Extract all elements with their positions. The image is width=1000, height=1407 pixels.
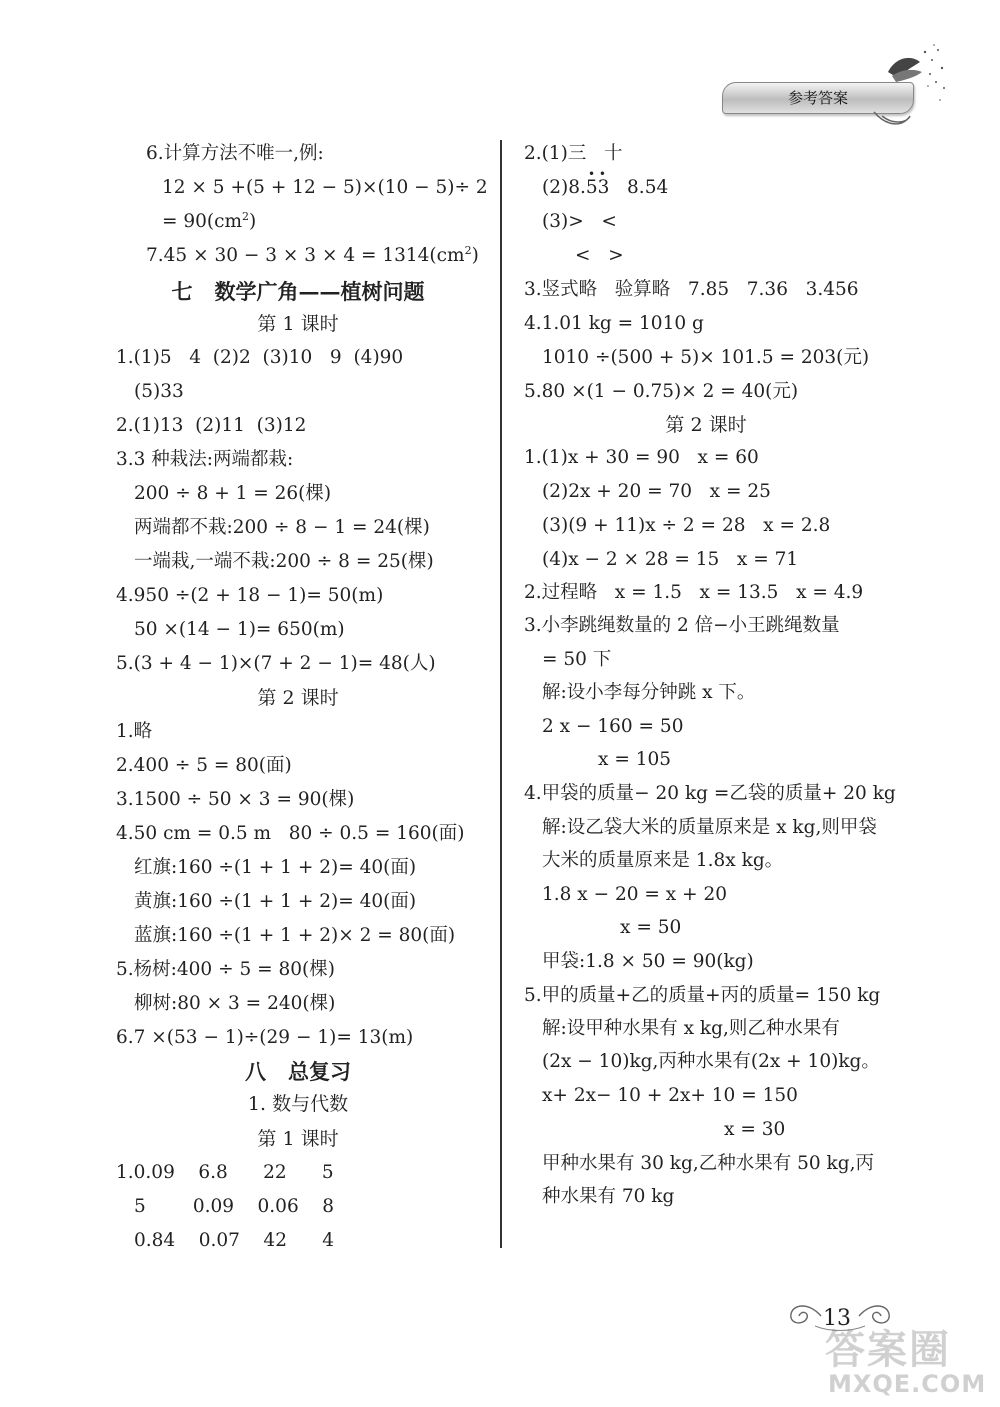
answer-line: 3.竖式略 验算略 7.85 7.36 3.456 bbox=[524, 279, 859, 300]
answer-line: 两端都不栽:200 ÷ 8 − 1 = 24(棵) bbox=[134, 517, 430, 538]
answer-line: 一端栽,一端不栽:200 ÷ 8 = 25(棵) bbox=[134, 551, 434, 572]
page-number: 13 bbox=[823, 1306, 851, 1331]
lesson-title: 第 2 课时 bbox=[257, 687, 339, 709]
answer-line: 4.50 cm = 0.5 m 80 ÷ 0.5 = 160(面) bbox=[116, 823, 465, 844]
section-title: 七 数学广角——植树问题 bbox=[171, 279, 425, 304]
lesson-title: 第 2 课时 bbox=[665, 414, 747, 436]
answer-line: 5.杨树:400 ÷ 5 = 80(棵) bbox=[116, 959, 335, 980]
answer-line: 5.甲的质量+乙的质量+丙的质量= 150 kg bbox=[524, 985, 881, 1006]
answer-line: (5)33 bbox=[134, 381, 184, 402]
watermark-url: MXQE.COM bbox=[828, 1370, 987, 1398]
repeating-decimal-dots-icon: • • bbox=[588, 167, 606, 181]
banner-swirl-icon bbox=[872, 108, 912, 130]
answer-line: (2)8.53 8.54 bbox=[542, 177, 669, 198]
answer-line: 种水果有 70 kg bbox=[542, 1186, 675, 1207]
answer-line: 黄旗:160 ÷(1 + 1 + 2)= 40(面) bbox=[134, 891, 417, 912]
answer-line: 50 ×(14 − 1)= 650(m) bbox=[134, 619, 345, 640]
watermark-text: 答案圈 bbox=[825, 1327, 951, 1373]
answer-line: 4.950 ÷(2 + 18 − 1)= 50(m) bbox=[116, 585, 384, 606]
answer-line: 6.7 ×(53 − 1)÷(29 − 1)= 13(m) bbox=[116, 1027, 414, 1048]
answer-line: 12 × 5 +(5 + 12 − 5)×(10 − 5)÷ 2 bbox=[162, 177, 488, 198]
answer-line: 解:设乙袋大米的质量原来是 x kg,则甲袋 bbox=[542, 817, 877, 838]
answer-line: 甲袋:1.8 × 50 = 90(kg) bbox=[542, 951, 754, 972]
answer-line: 4.1.01 kg = 1010 g bbox=[524, 313, 704, 334]
answer-line: 1.0.09 6.8 22 5 bbox=[116, 1162, 334, 1183]
answer-line: 解:设甲种水果有 x kg,则乙种水果有 bbox=[542, 1018, 840, 1039]
answer-line: (2x − 10)kg,丙种水果有(2x + 10)kg。 bbox=[542, 1051, 880, 1072]
answer-line: < > bbox=[575, 245, 624, 266]
answer-line: = $90(cm^2)$ bbox=[162, 210, 257, 232]
answer-line: x = 30 bbox=[724, 1119, 786, 1140]
answer-line: x = 50 bbox=[620, 917, 682, 938]
answer-line: 2.400 ÷ 5 = 80(面) bbox=[116, 755, 292, 776]
answer-line: 0.84 0.07 42 4 bbox=[134, 1230, 335, 1251]
answer-line: 1.略 bbox=[116, 721, 153, 742]
answer-line: (2)2x + 20 = 70 x = 25 bbox=[542, 481, 771, 502]
column-divider bbox=[500, 140, 502, 1248]
answer-line: 柳树:80 × 3 = 240(棵) bbox=[134, 993, 336, 1014]
answer-line: 6.计算方法不唯一,例: bbox=[146, 143, 324, 164]
answer-line: 1010 ÷(500 + 5)× 101.5 = 203(元) bbox=[542, 347, 870, 368]
answer-line: $7.45 \times 30 - 3 \times 3 \times 4 = 1314(cm^2)$ bbox=[146, 244, 479, 266]
answer-line: 5.(3 + 4 − 1)×(7 + 2 − 1)= 48(人) bbox=[116, 653, 436, 674]
answer-line: x = 105 bbox=[598, 749, 672, 770]
answer-line: 大米的质量原来是 1.8x kg。 bbox=[542, 850, 784, 871]
answer-line: 蓝旗:160 ÷(1 + 1 + 2)× 2 = 80(面) bbox=[134, 925, 456, 946]
answer-line: 3.小李跳绳数量的 2 倍−小王跳绳数量 bbox=[524, 615, 840, 636]
answer-line: (3)(9 + 11)x ÷ 2 = 28 x = 2.8 bbox=[542, 515, 831, 536]
answer-line: 200 ÷ 8 + 1 = 26(棵) bbox=[134, 483, 332, 504]
answer-line: x+ 2x− 10 + 2x+ 10 = 150 bbox=[542, 1085, 798, 1106]
answer-line: 2.(1)三 十 bbox=[524, 143, 623, 164]
answer-line: 2.过程略 x = 1.5 x = 13.5 x = 4.9 bbox=[524, 582, 864, 603]
subsection-title: 1. 数与代数 bbox=[247, 1093, 349, 1115]
answer-line: 4.甲袋的质量− 20 kg =乙袋的质量+ 20 kg bbox=[524, 783, 896, 804]
answer-line: (3)> < bbox=[542, 211, 617, 232]
answer-line: 2.(1)13 (2)11 (3)12 bbox=[116, 415, 307, 436]
answer-line: = 50 下 bbox=[542, 649, 612, 670]
answer-line: 5 0.09 0.06 8 bbox=[134, 1196, 335, 1217]
lesson-title: 第 1 课时 bbox=[257, 1128, 339, 1150]
answer-line: 解:设小李每分钟跳 x 下。 bbox=[542, 682, 756, 703]
answer-line: (4)x − 2 × 28 = 15 x = 71 bbox=[542, 549, 799, 570]
answer-line: 5.80 ×(1 − 0.75)× 2 = 40(元) bbox=[524, 381, 799, 402]
lesson-title: 第 1 课时 bbox=[257, 313, 339, 335]
answer-line: 3.1500 ÷ 50 × 3 = 90(棵) bbox=[116, 789, 355, 810]
answer-line: 红旗:160 ÷(1 + 1 + 2)= 40(面) bbox=[134, 857, 417, 878]
answer-line: 甲种水果有 30 kg,乙种水果有 50 kg,丙 bbox=[542, 1153, 874, 1174]
answer-line: 1.(1)x + 30 = 90 x = 60 bbox=[524, 447, 759, 468]
section-title: 八 总复习 bbox=[245, 1059, 351, 1084]
answer-line: 1.8 x − 20 = x + 20 bbox=[542, 884, 728, 905]
banner-label: 参考答案 bbox=[787, 89, 848, 107]
answer-line: 1.(1)5 4 (2)2 (3)10 9 (4)90 bbox=[116, 347, 404, 368]
answer-line: 2 x − 160 = 50 bbox=[542, 716, 684, 737]
answer-line: 3.3 种栽法:两端都栽: bbox=[116, 449, 294, 470]
